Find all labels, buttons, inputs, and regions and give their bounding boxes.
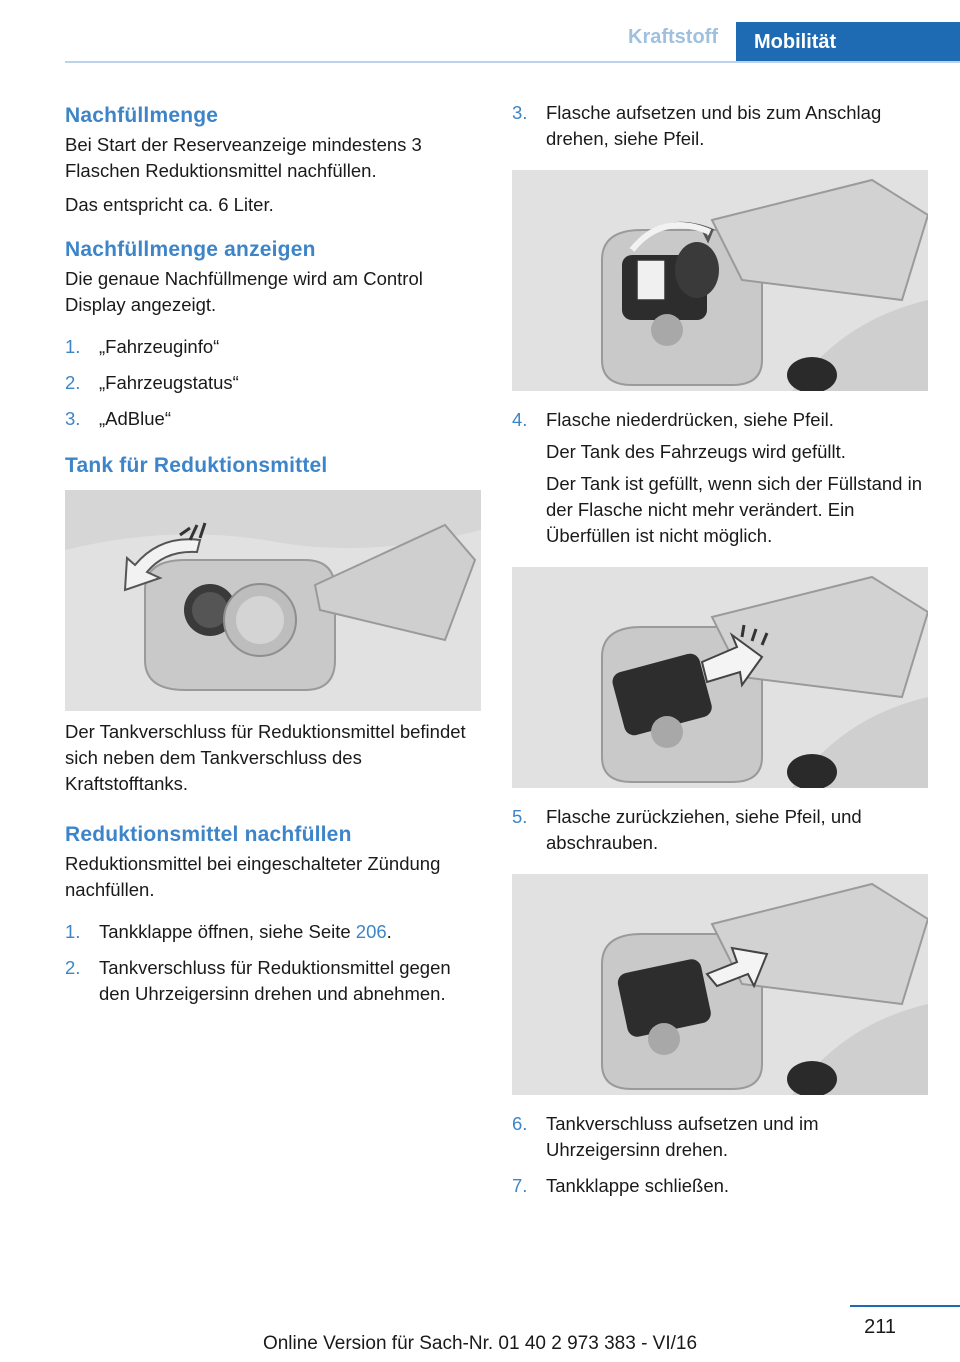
list-item (65, 370, 481, 396)
steps-list-right-c (512, 804, 928, 856)
step-subtext: Der Tank des Fahrzeugs wird gefüllt. (546, 441, 846, 462)
heading-refill: Reduktionsmittel nachfüllen (65, 823, 352, 846)
step-subtext: Der Tank ist gefüllt, wenn sich der Füllstand in der Flasche nicht mehr verändert. Ein Überfüllen ist nicht möglich. (546, 473, 923, 546)
list-item (512, 1173, 928, 1199)
step-text: Flasche aufsetzen und bis zum Anschlag drehen, siehe Pfeil. (546, 102, 882, 149)
list-item (65, 406, 481, 432)
step-text: Tankverschluss für Reduktionsmittel gegen den Uhrzeigersinn drehen und abnehmen. (99, 957, 451, 1004)
figure-bottle-press (512, 567, 928, 788)
step-text: „Fahrzeugstatus“ (99, 372, 239, 393)
list-item (512, 407, 928, 549)
bottle-remove-illustration (512, 874, 928, 1095)
bottle-press-illustration (512, 567, 928, 788)
step-number: 1. (65, 336, 81, 357)
heading-show-amount: Nachfüllmenge anzeigen (65, 238, 316, 261)
step-text: Tankklappe schließen. (546, 1175, 730, 1196)
figure-bottle-attach (512, 170, 928, 391)
chapter-tab[interactable]: Mobilität (736, 22, 960, 62)
step-number: 2. (65, 372, 81, 393)
footer-divider (850, 1305, 960, 1307)
steps-list-right-a (512, 100, 928, 152)
list-item (65, 955, 481, 1007)
menu-steps-list (65, 334, 481, 432)
step-text: Tankklappe öffnen, siehe Seite (99, 921, 356, 942)
figure-tank-cap (65, 490, 481, 711)
tank-cap-illustration (65, 490, 481, 711)
heading-tank: Tank für Reduktionsmittel (65, 454, 328, 477)
paragraph-tank-location: Der Tankverschluss für Reduktionsmittel befindet sich neben dem Tankverschluss des Kraftstofftanks. (65, 721, 466, 794)
paragraph-liters: Das entspricht ca. 6 Liter. (65, 194, 274, 215)
step-number: 7. (512, 1175, 528, 1196)
right-column (512, 100, 928, 1209)
list-item (512, 100, 928, 152)
page-number: 211 (864, 1316, 896, 1338)
step-text: Flasche zurückziehen, siehe Pfeil, und abschrauben. (546, 806, 862, 853)
list-item (65, 334, 481, 360)
section-tab[interactable]: Kraftstoff (628, 26, 718, 48)
bottle-attach-illustration (512, 170, 928, 391)
steps-list-right-b (512, 407, 928, 549)
step-number: 3. (512, 102, 528, 123)
footer-version-text: Online Version für Sach-Nr. 01 40 2 973 383 - VI/16 (262, 1333, 698, 1354)
step-number: 2. (65, 957, 81, 978)
refill-steps-list (65, 919, 481, 1007)
paragraph-ignition: Reduktionsmittel bei eingeschalteter Zündung nachfüllen. (65, 853, 441, 900)
step-number: 6. (512, 1113, 528, 1134)
list-item (512, 1111, 928, 1163)
step-number: 4. (512, 409, 528, 430)
step-text: „AdBlue“ (99, 408, 171, 429)
step-text: Tankverschluss aufsetzen und im Uhrzeigersinn drehen. (546, 1113, 819, 1160)
step-number: 1. (65, 921, 81, 942)
header-divider (65, 61, 960, 63)
page-link[interactable]: 206 (355, 921, 387, 942)
paragraph-reserve: Bei Start der Reserveanzeige mindestens 3 Flaschen Reduktionsmittel nachfüllen. (65, 134, 422, 181)
steps-list-right-d (512, 1111, 928, 1199)
step-text: . (386, 921, 392, 942)
left-column (65, 100, 481, 1017)
step-text: Flasche niederdrücken, siehe Pfeil. (546, 409, 834, 430)
step-number: 5. (512, 806, 528, 827)
step-number: 3. (65, 408, 81, 429)
list-item (65, 919, 481, 945)
step-text: „Fahrzeuginfo“ (99, 336, 220, 357)
paragraph-control-display: Die genaue Nachfüllmenge wird am Control Display angezeigt. (65, 268, 423, 315)
list-item (512, 804, 928, 856)
figure-bottle-remove (512, 874, 928, 1095)
heading-refill-amount: Nachfüllmenge (65, 104, 219, 127)
